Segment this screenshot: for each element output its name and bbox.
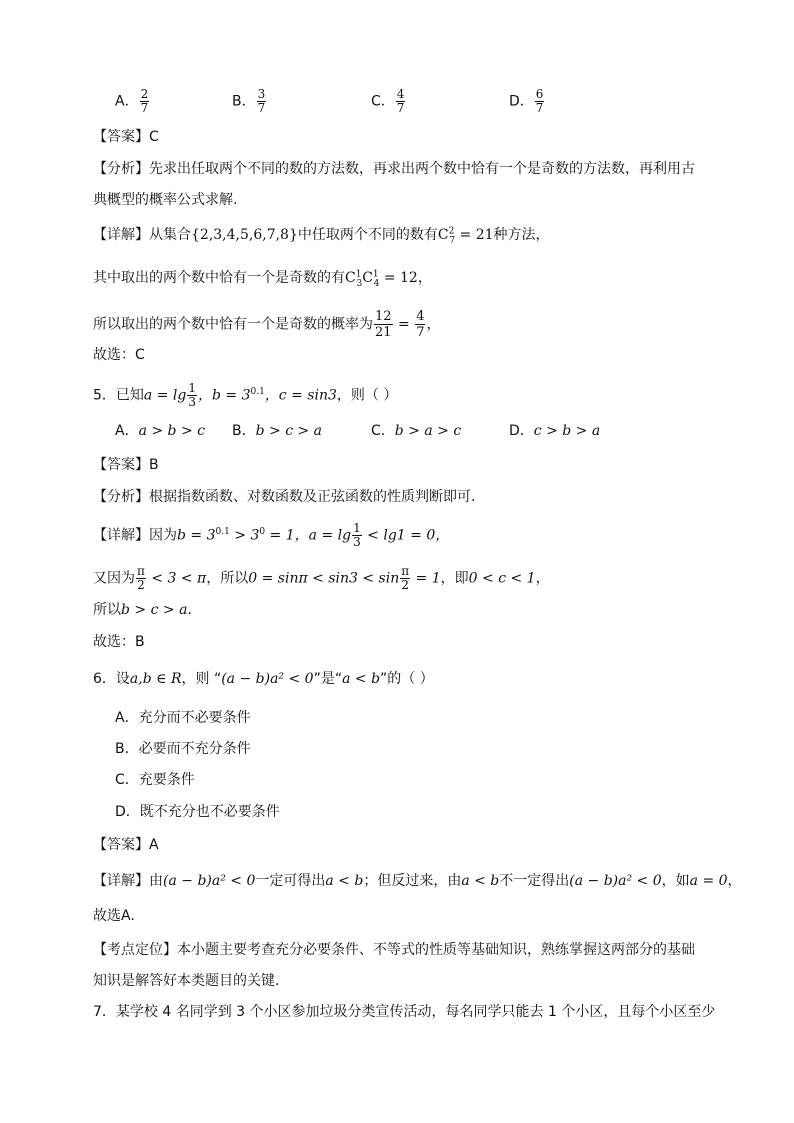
q6-option-c: C．充要条件 [115, 772, 195, 788]
q5-option-c: C．b > a > c [371, 423, 462, 439]
q6-stem: 6．设a,b ∈ R，则 “(a − b)a² < 0”是“a < b”的（ ） [93, 671, 434, 687]
q6-option-b: B．必要而不充分条件 [115, 741, 251, 757]
q5-detail-line1: 【详解】因为$b = 3^{0.1} > 3^0 = 1$，a = lg $\frac{1}{3}$ < lg1 = 0， [93, 521, 450, 549]
q4-detail-line1: 【详解】从集合{2,3,4,5,6,7,8}中任取两个不同的数有$C^2_7 = 21$种方法， [93, 226, 550, 246]
q4-analysis-line1: 【分析】先求出任取两个不同的数的方法数，再求出两个数中恰有一个是奇数的方法数，再利用古 [93, 161, 695, 177]
q5-conclusion: 故选：B [93, 634, 145, 650]
q5-detail-line3: 所以b > c > a. [93, 602, 192, 618]
q7-stem: 7．某学校 4 名同学到 3 个小区参加垃圾分类宣传活动，每名同学只能去 1 个小区，且每个小区至少 [93, 1004, 716, 1020]
q5-option-a: A．a > b > c [115, 423, 205, 439]
q5-analysis: 【分析】根据指数函数、对数函数及正弦函数的性质判断即可. [93, 489, 476, 505]
q6-detail: 【详解】由(a − b)a² < 0一定可得出a < b；但反过来，由a < b不一定得出(a − b)a² < 0，如a = 0， [93, 873, 742, 889]
q4-answer: 【答案】C [93, 129, 159, 145]
q5-detail-line2: 又因为 $\frac{\pi}{2}$ < 3 < π，所以0 = sinπ < sin3 < sin $\frac{\pi}{2}$ = 1，即0 < c < 1， [93, 564, 550, 592]
q6-kaodian-line1: 【考点定位】本小题主要考查充分必要条件、不等式的性质等基础知识，熟练掌握这两部分的基础 [93, 942, 695, 958]
q4-option-a: A． $\frac{2}{7}$ [115, 87, 149, 115]
q4-option-b: B． $\frac{3}{7}$ [232, 87, 266, 115]
q6-option-a: A．充分而不必要条件 [115, 710, 251, 726]
q6-answer: 【答案】A [93, 837, 159, 853]
q4-detail-line2: 其中取出的两个数中恰有一个是奇数的有$C^1_3C^1_4 = 12$， [93, 269, 432, 289]
q5-option-b: B．b > c > a [232, 423, 323, 439]
q5-answer: 【答案】B [93, 457, 159, 473]
q5-stem: 5．已知a = lg $\frac{1}{3}$ ，$b = 3^{0.1}$，c = sin3，则（ ） [93, 381, 398, 409]
q6-option-d: D．既不充分也不必要条件 [115, 804, 280, 820]
q4-option-c: C． $\frac{4}{7}$ [371, 87, 405, 115]
q4-detail-line3: 所以取出的两个数中恰有一个是奇数的概率为 $\frac{12}{21}$ = $\frac{4}{7}$ ， [93, 309, 441, 340]
q4-conclusion: 故选：C [93, 347, 145, 363]
q6-kaodian-line2: 知识是解答好本类题目的关键. [93, 973, 280, 989]
q6-conclusion: 故选A. [93, 908, 135, 924]
q4-option-d: D． $\frac{6}{7}$ [509, 87, 544, 115]
q5-option-d: D．c > b > a [509, 423, 601, 439]
q4-analysis-line2: 典概型的概率公式求解. [93, 192, 238, 208]
